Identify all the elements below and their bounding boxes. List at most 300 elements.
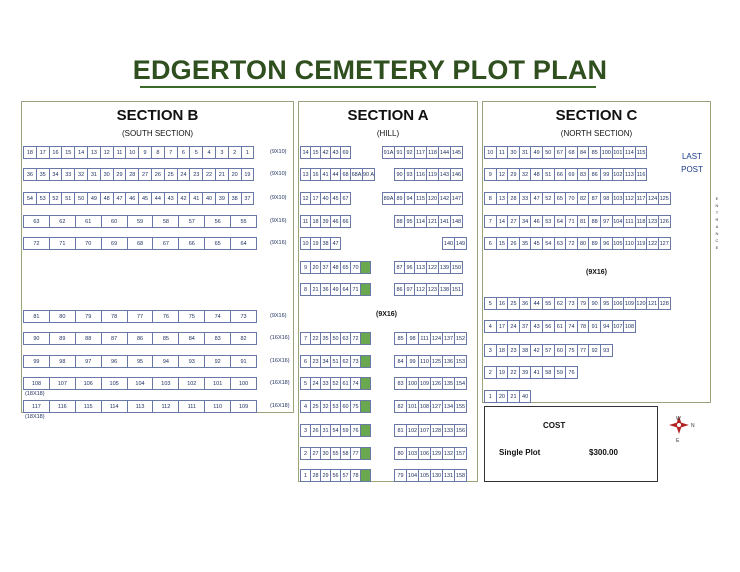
plot-cell[interactable]: 113 xyxy=(127,400,154,413)
plot-cell[interactable]: 118 xyxy=(635,215,648,228)
plot-cell[interactable]: 137 xyxy=(442,332,455,345)
plot-cell[interactable]: 60 xyxy=(101,215,128,228)
plot-cell[interactable]: 26 xyxy=(507,237,520,250)
plot-cell[interactable]: 17 xyxy=(496,320,509,333)
plot-cell[interactable]: 138 xyxy=(438,283,451,296)
plot-cell[interactable]: 117 xyxy=(23,400,50,413)
plot-cell[interactable]: 89 xyxy=(588,237,601,250)
plot-cell[interactable]: 87 xyxy=(588,192,601,205)
plot-cell[interactable]: 23 xyxy=(310,355,321,368)
plot-cell[interactable]: 117 xyxy=(635,192,648,205)
plot-cell[interactable]: 58 xyxy=(340,447,351,460)
plot-cell[interactable]: 82 xyxy=(230,332,257,345)
plot-cell[interactable]: 105 xyxy=(418,469,431,482)
plot-cell[interactable]: 44 xyxy=(330,168,341,181)
plot-cell[interactable]: 16 xyxy=(49,146,63,159)
plot-cell[interactable]: 61 xyxy=(340,377,351,390)
plot-cell[interactable]: 120 xyxy=(635,297,648,310)
plot-cell[interactable]: 4 xyxy=(484,320,497,333)
plot-cell[interactable]: 115 xyxy=(635,146,648,159)
plot-cell[interactable]: 38 xyxy=(228,192,242,205)
plot-cell[interactable]: 116 xyxy=(49,400,76,413)
plot-cell[interactable]: 79 xyxy=(577,297,590,310)
plot-cell[interactable]: 28 xyxy=(125,168,139,181)
plot-cell[interactable]: 28 xyxy=(310,469,321,482)
plot-cell[interactable]: 17 xyxy=(310,192,321,205)
plot-cell[interactable]: 158 xyxy=(454,469,467,482)
plot-cell[interactable]: 27 xyxy=(138,168,152,181)
plot-cell[interactable]: 83 xyxy=(577,168,590,181)
plot-cell[interactable]: 27 xyxy=(507,215,520,228)
plot-cell[interactable]: 156 xyxy=(454,424,467,437)
plot-cell[interactable]: 57 xyxy=(542,344,555,357)
plot-cell[interactable]: 20 xyxy=(228,168,242,181)
plot-cell[interactable]: 83 xyxy=(394,377,407,390)
plot-cell[interactable]: 144 xyxy=(438,146,451,159)
plot-cell[interactable]: 109 xyxy=(418,377,431,390)
plot-cell[interactable]: 25 xyxy=(507,297,520,310)
plot-cell[interactable]: 94 xyxy=(404,192,415,205)
plot-cell[interactable]: 72 xyxy=(350,332,361,345)
plot-cell[interactable]: 35 xyxy=(519,237,532,250)
plot-cell[interactable]: 73 xyxy=(350,355,361,368)
plot-cell[interactable]: 113 xyxy=(414,261,427,274)
plot-cell[interactable]: 23 xyxy=(189,168,203,181)
plot-cell[interactable]: 33 xyxy=(519,192,532,205)
plot-cell[interactable]: 68 xyxy=(565,146,578,159)
plot-cell[interactable]: 45 xyxy=(330,192,341,205)
plot-cell[interactable]: 37 xyxy=(519,320,532,333)
plot-cell[interactable]: 146 xyxy=(450,168,463,181)
plot-cell[interactable]: 46 xyxy=(330,215,341,228)
plot-cell[interactable]: 88 xyxy=(588,215,601,228)
plot-cell[interactable]: 130 xyxy=(430,469,443,482)
plot-cell[interactable]: 45 xyxy=(530,237,543,250)
plot-cell[interactable]: 99 xyxy=(406,355,419,368)
plot-cell[interactable]: 49 xyxy=(530,146,543,159)
plot-cell[interactable]: 83 xyxy=(204,332,231,345)
plot-cell[interactable]: 9 xyxy=(484,168,497,181)
plot-cell[interactable]: 86 xyxy=(394,283,405,296)
plot-cell[interactable]: 122 xyxy=(426,261,439,274)
plot-cell[interactable]: 53 xyxy=(542,215,555,228)
plot-cell[interactable]: 74 xyxy=(350,377,361,390)
plot-cell[interactable]: 69 xyxy=(101,237,128,250)
plot-cell[interactable]: 106 xyxy=(75,377,102,390)
plot-cell[interactable]: 98 xyxy=(406,332,419,345)
plot-cell[interactable]: 42 xyxy=(320,146,331,159)
plot-cell[interactable]: 125 xyxy=(430,355,443,368)
plot-cell[interactable]: 46 xyxy=(530,215,543,228)
plot-cell[interactable]: 81 xyxy=(577,215,590,228)
plot-cell[interactable]: 50 xyxy=(330,332,341,345)
plot-cell[interactable]: 103 xyxy=(152,377,179,390)
plot-cell[interactable]: 3 xyxy=(300,424,311,437)
plot-cell[interactable]: 70 xyxy=(75,237,102,250)
plot-cell[interactable]: 59 xyxy=(127,215,154,228)
plot-cell[interactable]: 125 xyxy=(658,192,671,205)
plot-cell[interactable]: 47 xyxy=(530,192,543,205)
plot-cell[interactable] xyxy=(360,447,371,460)
plot-cell[interactable]: 93 xyxy=(178,355,205,368)
plot-cell[interactable]: 39 xyxy=(215,192,229,205)
plot-cell[interactable]: 77 xyxy=(577,344,590,357)
plot-cell[interactable]: 154 xyxy=(454,377,467,390)
plot-cell[interactable]: 116 xyxy=(414,168,427,181)
plot-cell[interactable]: 38 xyxy=(320,237,331,250)
plot-cell[interactable]: 88 xyxy=(75,332,102,345)
plot-cell[interactable]: 66 xyxy=(340,215,351,228)
plot-cell[interactable]: 32 xyxy=(519,168,532,181)
plot-cell[interactable]: 43 xyxy=(530,320,543,333)
plot-cell[interactable]: 97 xyxy=(404,283,415,296)
plot-cell[interactable]: 16 xyxy=(310,168,321,181)
plot-cell[interactable]: 28 xyxy=(507,192,520,205)
plot-cell[interactable]: 110 xyxy=(204,400,231,413)
plot-cell[interactable]: 52 xyxy=(542,192,555,205)
plot-cell[interactable]: 31 xyxy=(87,168,101,181)
plot-cell[interactable]: 21 xyxy=(310,283,321,296)
plot-cell[interactable]: 96 xyxy=(404,261,415,274)
plot-cell[interactable]: 67 xyxy=(152,237,179,250)
plot-cell[interactable]: 47 xyxy=(113,192,127,205)
plot-cell[interactable]: 14 xyxy=(74,146,88,159)
plot-cell[interactable]: 124 xyxy=(646,192,659,205)
plot-cell[interactable]: 80 xyxy=(394,447,407,460)
plot-cell[interactable]: 70 xyxy=(565,192,578,205)
plot-cell[interactable]: 41 xyxy=(189,192,203,205)
plot-cell[interactable]: 105 xyxy=(612,237,625,250)
plot-cell[interactable]: 119 xyxy=(426,168,439,181)
plot-cell[interactable]: 65 xyxy=(204,237,231,250)
plot-cell[interactable]: 86 xyxy=(588,168,601,181)
plot-cell[interactable]: 139 xyxy=(438,261,451,274)
plot-cell[interactable]: 147 xyxy=(450,192,463,205)
plot-cell[interactable]: 20 xyxy=(496,390,509,403)
plot-cell[interactable]: 113 xyxy=(623,168,636,181)
plot-cell[interactable]: 157 xyxy=(454,447,467,460)
plot-cell[interactable]: 91 xyxy=(230,355,257,368)
plot-cell[interactable]: 92 xyxy=(204,355,231,368)
plot-cell[interactable]: 51 xyxy=(61,192,75,205)
plot-cell[interactable]: 20 xyxy=(310,261,321,274)
plot-cell[interactable]: 103 xyxy=(406,447,419,460)
plot-cell[interactable]: 73 xyxy=(230,310,257,323)
plot-cell[interactable]: 52 xyxy=(49,192,63,205)
plot-cell[interactable]: 117 xyxy=(414,146,427,159)
plot-cell[interactable]: 15 xyxy=(61,146,75,159)
plot-cell[interactable]: 60 xyxy=(340,400,351,413)
plot-cell[interactable]: 112 xyxy=(623,192,636,205)
plot-cell[interactable]: 97 xyxy=(600,215,613,228)
plot-cell[interactable]: 91A xyxy=(382,146,395,159)
plot-cell[interactable]: 101 xyxy=(204,377,231,390)
plot-cell[interactable]: 90 xyxy=(588,297,601,310)
plot-cell[interactable]: 119 xyxy=(635,237,648,250)
plot-cell[interactable]: 24 xyxy=(177,168,191,181)
plot-cell[interactable]: 12 xyxy=(300,192,311,205)
plot-cell[interactable]: 85 xyxy=(588,146,601,159)
plot-cell[interactable]: 121 xyxy=(426,215,439,228)
plot-cell[interactable]: 56 xyxy=(542,320,555,333)
plot-cell[interactable]: 123 xyxy=(426,283,439,296)
plot-cell[interactable]: 60 xyxy=(554,344,567,357)
plot-cell[interactable]: 21 xyxy=(215,168,229,181)
plot-cell[interactable]: 66 xyxy=(178,237,205,250)
plot-cell[interactable]: 100 xyxy=(230,377,257,390)
plot-cell[interactable]: 55 xyxy=(230,215,257,228)
plot-cell[interactable] xyxy=(360,377,371,390)
plot-cell[interactable]: 106 xyxy=(612,297,625,310)
plot-cell[interactable]: 47 xyxy=(330,237,341,250)
plot-cell[interactable]: 6 xyxy=(484,237,497,250)
plot-cell[interactable]: 135 xyxy=(442,377,455,390)
plot-cell[interactable]: 128 xyxy=(658,297,671,310)
plot-cell[interactable]: 123 xyxy=(646,215,659,228)
plot-cell[interactable]: 67 xyxy=(340,192,351,205)
plot-cell[interactable]: 59 xyxy=(554,366,567,379)
plot-cell[interactable]: 96 xyxy=(101,355,128,368)
plot-cell[interactable]: 55 xyxy=(330,447,341,460)
plot-cell[interactable]: 6 xyxy=(300,355,311,368)
plot-cell[interactable]: 67 xyxy=(554,146,567,159)
plot-cell[interactable]: 75 xyxy=(178,310,205,323)
plot-cell[interactable]: 29 xyxy=(320,469,331,482)
plot-cell[interactable]: 79 xyxy=(394,469,407,482)
plot-cell[interactable]: 49 xyxy=(330,283,341,296)
plot-cell[interactable]: 54 xyxy=(23,192,37,205)
plot-cell[interactable] xyxy=(360,283,371,296)
plot-cell[interactable]: 25 xyxy=(310,400,321,413)
plot-cell[interactable]: 79 xyxy=(75,310,102,323)
plot-cell[interactable]: 68 xyxy=(340,168,351,181)
plot-cell[interactable]: 152 xyxy=(454,332,467,345)
plot-cell[interactable]: 24 xyxy=(310,377,321,390)
plot-cell[interactable]: 39 xyxy=(320,215,331,228)
plot-cell[interactable]: 93 xyxy=(600,344,613,357)
plot-cell[interactable]: 8 xyxy=(300,283,311,296)
plot-cell[interactable]: 1 xyxy=(484,390,497,403)
plot-cell[interactable]: 143 xyxy=(438,168,451,181)
plot-cell[interactable]: 87 xyxy=(101,332,128,345)
plot-cell[interactable]: 11 xyxy=(496,146,509,159)
plot-cell[interactable]: 95 xyxy=(600,297,613,310)
plot-cell[interactable]: 93 xyxy=(404,168,415,181)
plot-cell[interactable]: 80 xyxy=(577,237,590,250)
plot-cell[interactable]: 127 xyxy=(658,237,671,250)
plot-cell[interactable]: 26 xyxy=(310,424,321,437)
plot-cell[interactable]: 22 xyxy=(310,332,321,345)
plot-cell[interactable]: 44 xyxy=(151,192,165,205)
plot-cell[interactable]: 12 xyxy=(100,146,114,159)
plot-cell[interactable]: 41 xyxy=(530,366,543,379)
plot-cell[interactable]: 122 xyxy=(646,237,659,250)
plot-cell[interactable]: 57 xyxy=(178,215,205,228)
plot-cell[interactable]: 102 xyxy=(406,424,419,437)
plot-cell[interactable]: 46 xyxy=(125,192,139,205)
plot-cell[interactable]: 48 xyxy=(100,192,114,205)
plot-cell[interactable]: 4 xyxy=(202,146,216,159)
plot-cell[interactable]: 31 xyxy=(519,146,532,159)
plot-cell[interactable]: 80 xyxy=(49,310,76,323)
plot-cell[interactable]: 64 xyxy=(554,215,567,228)
plot-cell[interactable]: 2 xyxy=(228,146,242,159)
plot-cell[interactable]: 7 xyxy=(300,332,311,345)
plot-cell[interactable]: 35 xyxy=(36,168,50,181)
plot-cell[interactable]: 9 xyxy=(138,146,152,159)
plot-cell[interactable]: 56 xyxy=(204,215,231,228)
plot-cell[interactable]: 18 xyxy=(23,146,37,159)
plot-cell[interactable]: 5 xyxy=(300,377,311,390)
plot-cell[interactable]: 85 xyxy=(394,332,407,345)
plot-cell[interactable]: 116 xyxy=(635,168,648,181)
plot-cell[interactable]: 109 xyxy=(623,297,636,310)
plot-cell[interactable]: 75 xyxy=(350,400,361,413)
plot-cell[interactable]: 61 xyxy=(75,215,102,228)
plot-cell[interactable] xyxy=(360,355,371,368)
plot-cell[interactable]: 58 xyxy=(542,366,555,379)
plot-cell[interactable]: 126 xyxy=(658,215,671,228)
plot-cell[interactable]: 55 xyxy=(542,297,555,310)
plot-cell[interactable]: 8 xyxy=(484,192,497,205)
plot-cell[interactable]: 89 xyxy=(49,332,76,345)
plot-cell[interactable]: 10 xyxy=(125,146,139,159)
plot-cell[interactable]: 25 xyxy=(164,168,178,181)
plot-cell[interactable]: 23 xyxy=(507,344,520,357)
plot-cell[interactable]: 74 xyxy=(204,310,231,323)
plot-cell[interactable]: 114 xyxy=(623,146,636,159)
plot-cell[interactable]: 84 xyxy=(577,146,590,159)
plot-cell[interactable]: 5 xyxy=(484,297,497,310)
plot-cell[interactable]: 13 xyxy=(496,192,509,205)
plot-cell[interactable]: 38 xyxy=(519,344,532,357)
plot-cell[interactable]: 82 xyxy=(394,400,407,413)
plot-cell[interactable]: 19 xyxy=(241,168,255,181)
plot-cell[interactable]: 102 xyxy=(612,168,625,181)
plot-cell[interactable]: 141 xyxy=(438,215,451,228)
plot-cell[interactable]: 68 xyxy=(127,237,154,250)
plot-cell[interactable]: 42 xyxy=(530,344,543,357)
plot-cell[interactable]: 1 xyxy=(241,146,255,159)
plot-cell[interactable]: 107 xyxy=(49,377,76,390)
plot-cell[interactable]: 51 xyxy=(542,168,555,181)
plot-cell[interactable]: 94 xyxy=(600,320,613,333)
plot-cell[interactable]: 127 xyxy=(430,400,443,413)
plot-cell[interactable]: 131 xyxy=(442,469,455,482)
plot-cell[interactable]: 115 xyxy=(75,400,102,413)
plot-cell[interactable]: 114 xyxy=(101,400,128,413)
plot-cell[interactable]: 104 xyxy=(127,377,154,390)
plot-cell[interactable]: 155 xyxy=(454,400,467,413)
plot-cell[interactable]: 71 xyxy=(565,215,578,228)
plot-cell[interactable]: 100 xyxy=(600,146,613,159)
plot-cell[interactable]: 30 xyxy=(507,146,520,159)
plot-cell[interactable]: 14 xyxy=(300,146,311,159)
plot-cell[interactable]: 133 xyxy=(442,424,455,437)
plot-cell[interactable]: 151 xyxy=(450,283,463,296)
plot-cell[interactable]: 92 xyxy=(404,146,415,159)
plot-cell[interactable]: 97 xyxy=(75,355,102,368)
plot-cell[interactable]: 9 xyxy=(300,261,311,274)
plot-cell[interactable]: 11 xyxy=(300,215,311,228)
plot-cell[interactable]: 95 xyxy=(404,215,415,228)
plot-cell[interactable]: 22 xyxy=(202,168,216,181)
plot-cell[interactable]: 12 xyxy=(496,168,509,181)
plot-cell[interactable]: 89A xyxy=(382,192,395,205)
plot-cell[interactable]: 35 xyxy=(320,332,331,345)
plot-cell[interactable]: 69 xyxy=(340,146,351,159)
plot-cell[interactable]: 114 xyxy=(414,215,427,228)
plot-cell[interactable]: 104 xyxy=(612,215,625,228)
plot-cell[interactable]: 64 xyxy=(340,283,351,296)
plot-cell[interactable]: 63 xyxy=(23,215,50,228)
plot-cell[interactable]: 108 xyxy=(623,320,636,333)
plot-cell[interactable]: 72 xyxy=(565,237,578,250)
plot-cell[interactable]: 112 xyxy=(152,400,179,413)
plot-cell[interactable]: 8 xyxy=(151,146,165,159)
plot-cell[interactable]: 21 xyxy=(507,390,520,403)
plot-cell[interactable]: 110 xyxy=(418,355,431,368)
plot-cell[interactable]: 10 xyxy=(484,146,497,159)
plot-cell[interactable]: 2 xyxy=(300,447,311,460)
plot-cell[interactable]: 103 xyxy=(612,192,625,205)
plot-cell[interactable]: 140 xyxy=(442,237,455,250)
plot-cell[interactable]: 74 xyxy=(565,320,578,333)
plot-cell[interactable]: 84 xyxy=(394,355,407,368)
plot-cell[interactable]: 58 xyxy=(152,215,179,228)
plot-cell[interactable]: 105 xyxy=(101,377,128,390)
plot-cell[interactable]: 78 xyxy=(577,320,590,333)
plot-cell[interactable]: 81 xyxy=(394,424,407,437)
plot-cell[interactable]: 148 xyxy=(450,215,463,228)
plot-cell[interactable]: 111 xyxy=(418,332,431,345)
plot-cell[interactable]: 118 xyxy=(426,146,439,159)
plot-cell[interactable]: 150 xyxy=(450,261,463,274)
plot-cell[interactable]: 52 xyxy=(330,377,341,390)
plot-cell[interactable]: 90 xyxy=(394,168,405,181)
plot-cell[interactable]: 40 xyxy=(519,390,532,403)
plot-cell[interactable]: 70 xyxy=(350,261,361,274)
plot-cell[interactable]: 101 xyxy=(612,146,625,159)
plot-cell[interactable] xyxy=(360,261,371,274)
plot-cell[interactable]: 89 xyxy=(394,192,405,205)
plot-cell[interactable]: 15 xyxy=(310,146,321,159)
plot-cell[interactable]: 16 xyxy=(496,297,509,310)
plot-cell[interactable]: 99 xyxy=(600,168,613,181)
plot-cell[interactable]: 19 xyxy=(496,366,509,379)
plot-cell[interactable]: 96 xyxy=(600,237,613,250)
plot-cell[interactable]: 86 xyxy=(127,332,154,345)
plot-cell[interactable]: 121 xyxy=(646,297,659,310)
plot-cell[interactable]: 3 xyxy=(215,146,229,159)
plot-cell[interactable]: 39 xyxy=(519,366,532,379)
plot-cell[interactable]: 76 xyxy=(350,424,361,437)
plot-cell[interactable]: 6 xyxy=(177,146,191,159)
plot-cell[interactable]: 129 xyxy=(430,447,443,460)
plot-cell[interactable]: 76 xyxy=(152,310,179,323)
plot-cell[interactable]: 36 xyxy=(519,297,532,310)
plot-cell[interactable]: 102 xyxy=(178,377,205,390)
plot-cell[interactable]: 124 xyxy=(430,332,443,345)
plot-cell[interactable]: 7 xyxy=(484,215,497,228)
plot-cell[interactable]: 30 xyxy=(320,447,331,460)
plot-cell[interactable]: 43 xyxy=(330,146,341,159)
plot-cell[interactable]: 87 xyxy=(394,261,405,274)
plot-cell[interactable]: 22 xyxy=(507,366,520,379)
plot-cell[interactable]: 32 xyxy=(320,400,331,413)
plot-cell[interactable]: 78 xyxy=(350,469,361,482)
plot-cell[interactable]: 91 xyxy=(588,320,601,333)
